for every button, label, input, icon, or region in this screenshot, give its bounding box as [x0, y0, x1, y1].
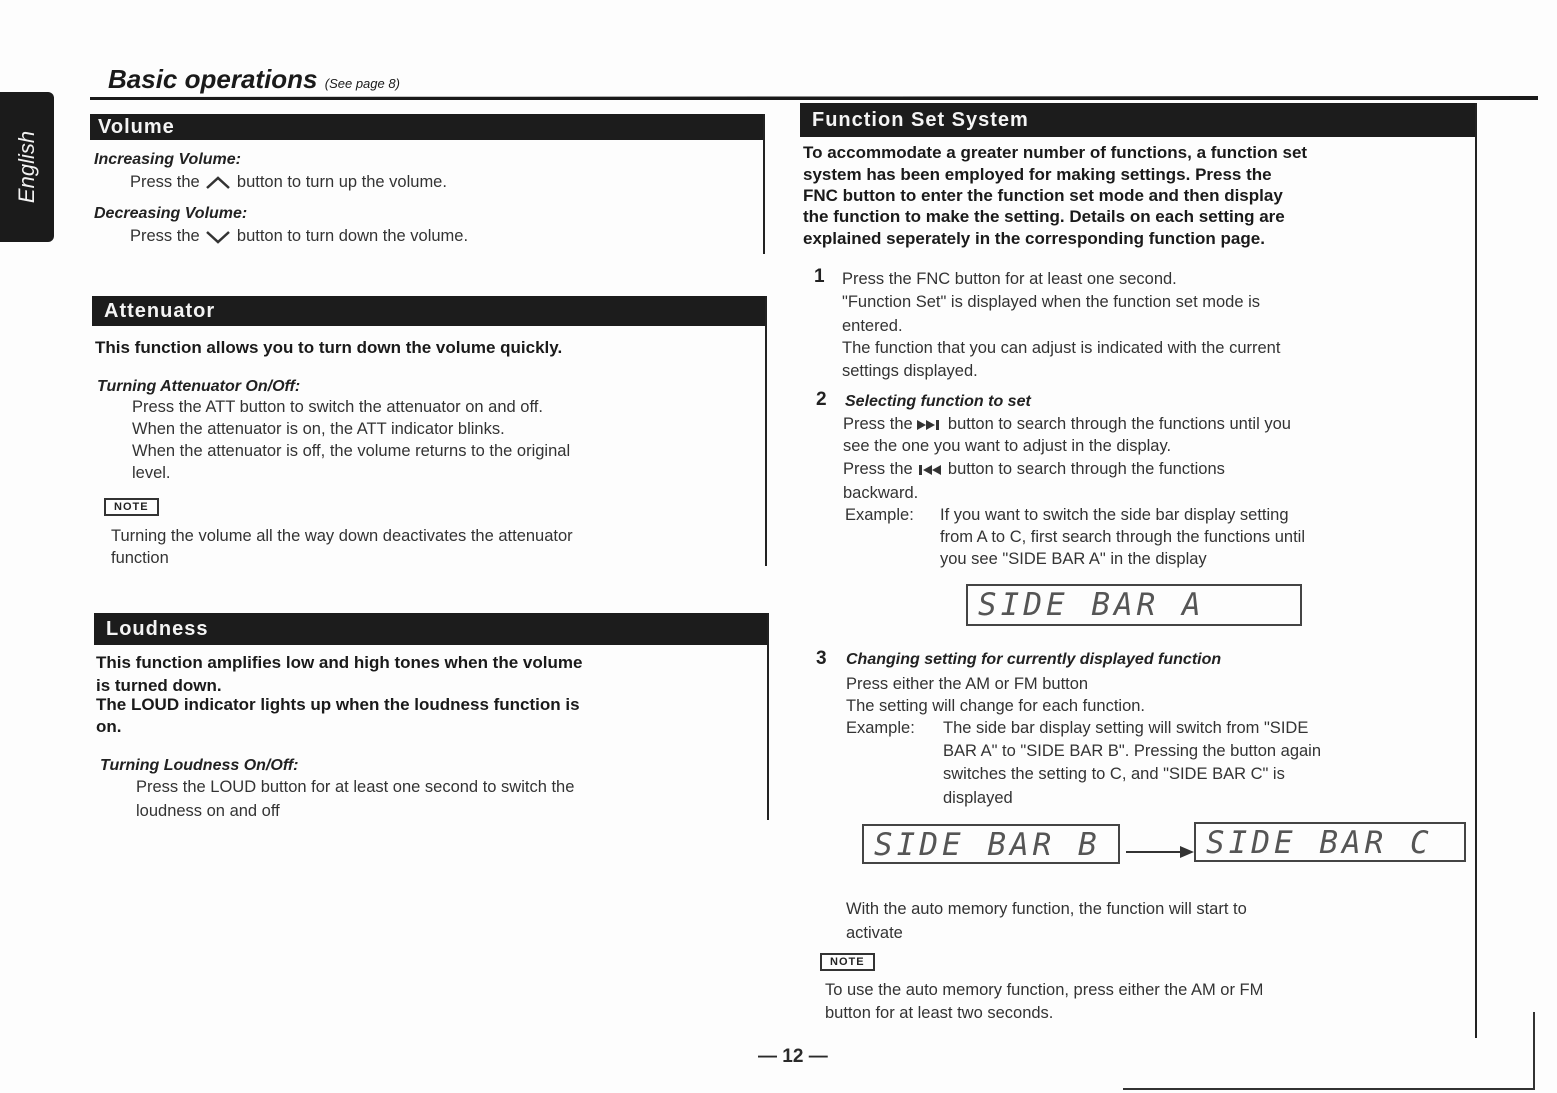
down-chevron-icon [204, 229, 232, 245]
step-2-title: Selecting function to set [845, 393, 1031, 410]
step-1-line-2: "Function Set" is displayed when the function set mode is [842, 293, 1261, 311]
page-title: Basic operations (See page 8) [108, 64, 400, 94]
right-arrow-icon [1126, 844, 1196, 860]
function-set-heading: Function Set System [800, 103, 1476, 137]
step-3-line-2: The setting will change for each function. [846, 697, 1146, 715]
step-2-line-1: Press the button to search through the functions until you [843, 415, 1291, 433]
step-2-line-3: Press the button to search through the functions [843, 460, 1225, 478]
step-3-example-line-4: displayed [943, 789, 1013, 807]
volume-side-rule [763, 114, 765, 254]
loudness-heading: Loudness [94, 613, 768, 645]
step-1-line-1: Press the FNC button for at least one second. [842, 270, 1177, 288]
attenuator-side-rule [765, 296, 767, 566]
attenuator-line-2: When the attenuator is on, the ATT indicator blinks. [132, 420, 505, 438]
display-side-bar-b: SIDE BAR B [862, 824, 1120, 864]
step-1-number: 1 [814, 266, 825, 287]
display-side-bar-a: SIDE BAR A [966, 584, 1302, 626]
see-page-reference: (See page 8) [324, 76, 400, 91]
step-3-number: 3 [816, 648, 827, 669]
loudness-intro-line-3: The LOUD indicator lights up when the loudness function is [96, 695, 580, 714]
step-2-example-label: Example: [845, 506, 914, 524]
function-set-intro-line-1: To accommodate a greater number of functions, a function set [803, 143, 1308, 162]
volume-heading: Volume [90, 114, 764, 140]
display-side-bar-c: SIDE BAR C [1194, 822, 1466, 862]
decrease-volume-title: Decreasing Volume: [94, 205, 248, 222]
attenuator-intro: This function allows you to turn down the volume quickly. [95, 338, 563, 357]
function-set-note-line-2: button for at least two seconds. [825, 1004, 1054, 1022]
page-number: — 12 — [758, 1046, 828, 1067]
increase-volume-text: Press the button to turn up the volume. [130, 173, 447, 191]
loudness-intro-line-4: on. [96, 717, 122, 736]
function-set-intro-line-5: explained seperately in the corresponding function page. [803, 229, 1265, 248]
step-2-example-line-3: you see "SIDE BAR A" in the display [940, 550, 1207, 568]
step-1-line-4: The function that you can adjust is indicated with the current [842, 339, 1281, 357]
step-3-line-1: Press either the AM or FM button [846, 675, 1089, 693]
attenuator-line-3: When the attenuator is off, the volume returns to the original [132, 442, 571, 460]
increase-volume-title: Increasing Volume: [94, 151, 241, 168]
corner-rule-horizontal [1123, 1088, 1535, 1090]
language-tab [0, 92, 54, 242]
step-3-example-line-3: switches the setting to C, and "SIDE BAR C" is [943, 765, 1285, 783]
decrease-volume-text: Press the button to turn down the volume. [130, 227, 469, 245]
fast-forward-icon [917, 419, 943, 431]
step-1-line-5: settings displayed. [842, 362, 978, 380]
attenuator-note-line-2: function [111, 549, 169, 567]
step-2-line-2: see the one you want to adjust in the display. [843, 437, 1172, 455]
step-3-example-line-1: The side bar display setting will switch from "SIDE [943, 719, 1309, 737]
auto-memory-line-2: activate [846, 924, 903, 942]
step-1-line-3: entered. [842, 317, 903, 335]
title-rule [90, 96, 1538, 100]
rewind-icon [917, 464, 943, 476]
function-set-note-badge: NOTE [820, 953, 875, 971]
function-set-note-line-1: To use the auto memory function, press either the AM or FM [825, 981, 1264, 999]
step-3-title: Changing setting for currently displayed function [846, 651, 1222, 668]
attenuator-subtitle: Turning Attenuator On/Off: [97, 378, 301, 395]
attenuator-note-line-1: Turning the volume all the way down deactivates the attenuator [111, 527, 573, 545]
function-set-intro-line-2: system has been employed for making settings. Press the [803, 165, 1272, 184]
loudness-side-rule [767, 613, 769, 820]
step-2-example-line-1: If you want to switch the side bar display setting [940, 506, 1289, 524]
attenuator-line-4: level. [132, 464, 171, 482]
step-3-example-label: Example: [846, 719, 915, 737]
function-set-side-rule [1475, 103, 1477, 1038]
loudness-line-2: loudness on and off [136, 802, 280, 820]
loudness-subtitle: Turning Loudness On/Off: [100, 757, 299, 774]
function-set-intro-line-4: the function to make the setting. Details on each setting are [803, 207, 1285, 226]
language-tab-label: English [14, 130, 39, 204]
corner-rule-vertical [1533, 1012, 1535, 1090]
up-chevron-icon [204, 175, 232, 191]
step-3-example-line-2: BAR A" to "SIDE BAR B". Pressing the button again [943, 742, 1322, 760]
step-2-number: 2 [816, 389, 827, 410]
loudness-intro-line-1: This function amplifies low and high tones when the volume [96, 653, 583, 672]
function-set-intro-line-3: FNC button to enter the function set mode and then display [803, 186, 1283, 205]
attenuator-line-1: Press the ATT button to switch the attenuator on and off. [132, 398, 543, 416]
loudness-intro-line-2: is turned down. [96, 676, 222, 695]
auto-memory-line-1: With the auto memory function, the function will start to [846, 900, 1247, 918]
step-2-line-4: backward. [843, 484, 919, 502]
attenuator-note-badge: NOTE [104, 498, 159, 516]
attenuator-heading: Attenuator [92, 296, 766, 326]
loudness-line-1: Press the LOUD button for at least one second to switch the [136, 778, 575, 796]
step-2-example-line-2: from A to C, first search through the functions until [940, 528, 1306, 546]
